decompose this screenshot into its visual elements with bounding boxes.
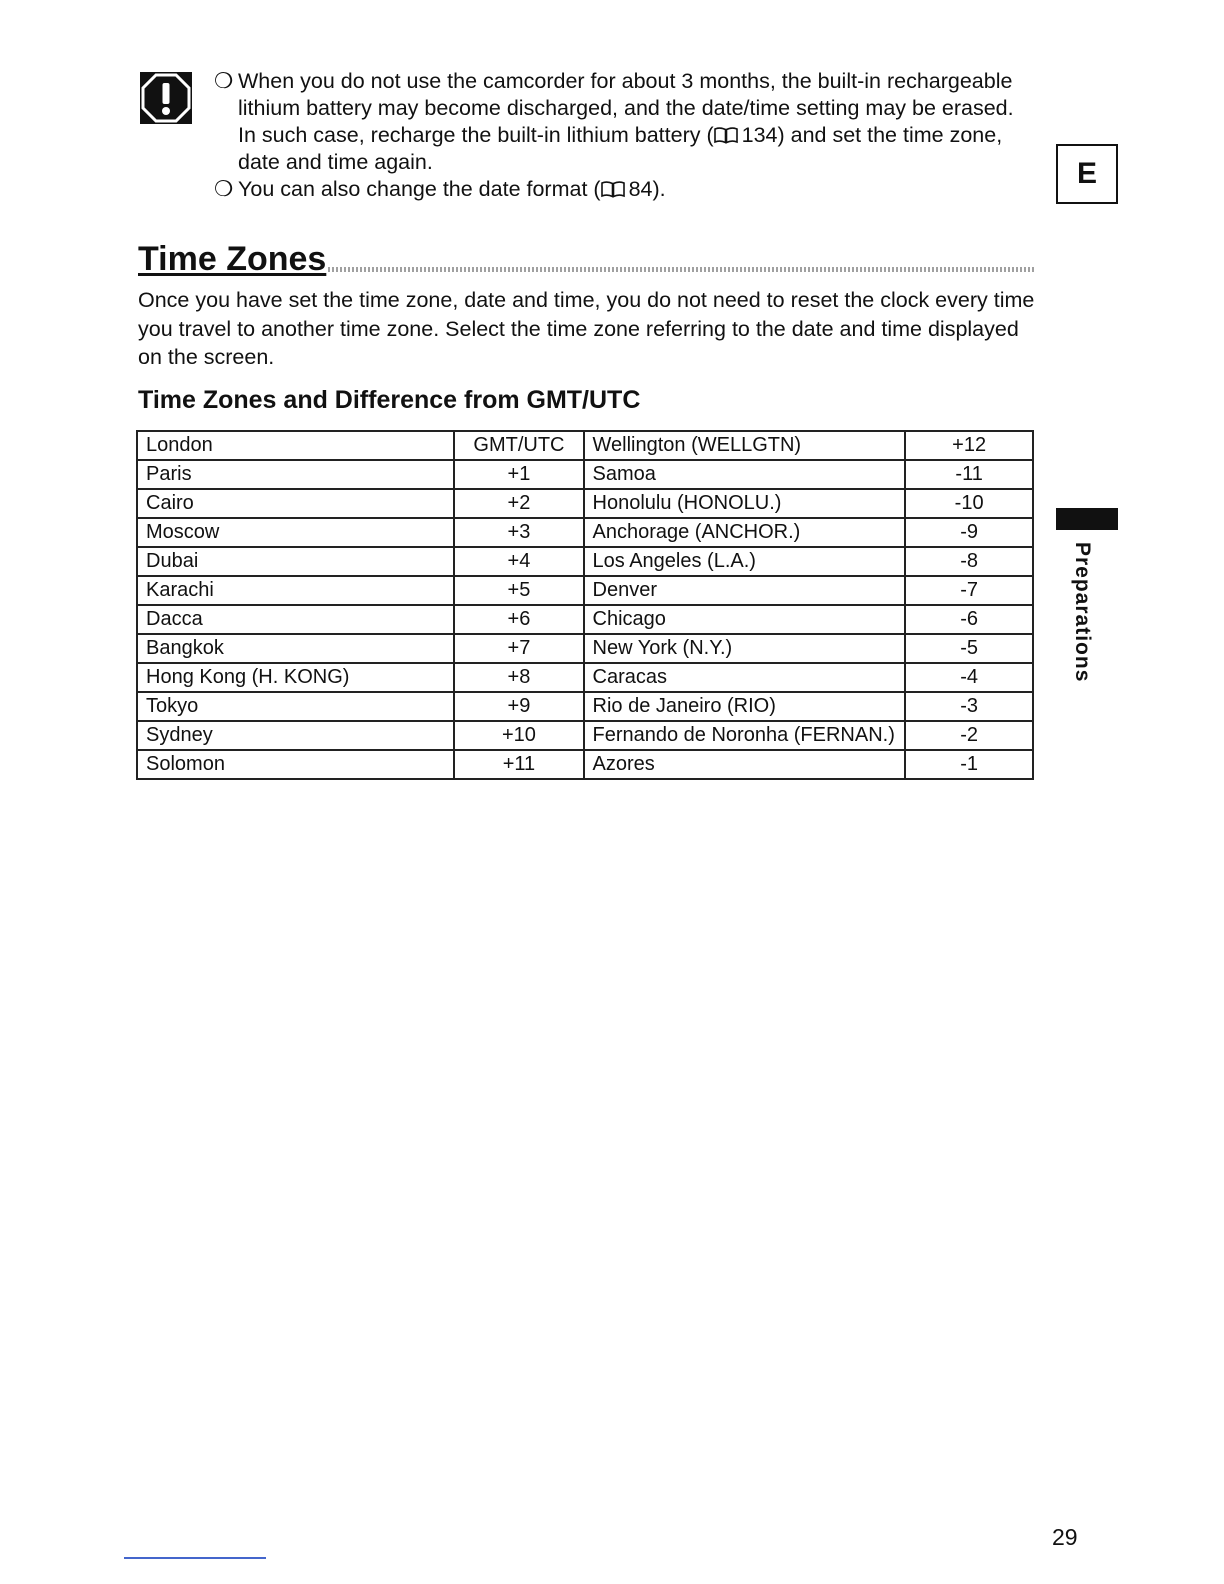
city-cell: Fernando de Noronha (FERNAN.) [584, 721, 906, 750]
table-row [137, 663, 1033, 692]
caution-note-2 [214, 176, 1034, 203]
table-row [137, 547, 1033, 576]
caution-icon [140, 72, 192, 124]
city-cell: Samoa [584, 460, 906, 489]
offset-cell: -9 [905, 518, 1033, 547]
city-cell: Azores [584, 750, 906, 779]
offset-cell: -8 [905, 547, 1033, 576]
caution-note-1 [214, 68, 1034, 176]
offset-cell: +3 [454, 518, 583, 547]
offset-cell: -5 [905, 634, 1033, 663]
table-heading: Time Zones and Difference from GMT/UTC [138, 386, 641, 414]
book-reference-icon [714, 127, 738, 144]
city-cell: Anchorage (ANCHOR.) [584, 518, 906, 547]
city-cell: Caracas [584, 663, 906, 692]
time-zones-table [136, 430, 1034, 780]
city-cell: Wellington (WELLGTN) [584, 431, 906, 460]
table-row [137, 605, 1033, 634]
offset-cell: +1 [454, 460, 583, 489]
footer-rule [124, 1557, 266, 1559]
language-tab: E [1056, 144, 1118, 204]
note-1-reference: 134) and set the time zone, date and time again. [238, 123, 1003, 174]
table-row [137, 518, 1033, 547]
note-2-reference: 84). [628, 177, 666, 201]
city-cell: Cairo [137, 489, 454, 518]
city-cell: New York (N.Y.) [584, 634, 906, 663]
table-row [137, 721, 1033, 750]
offset-cell: +4 [454, 547, 583, 576]
offset-cell: +11 [454, 750, 583, 779]
table-row [137, 431, 1033, 460]
offset-cell: +8 [454, 663, 583, 692]
heading-dotted-rule [328, 267, 1036, 272]
city-cell: Paris [137, 460, 454, 489]
table-row [137, 634, 1033, 663]
offset-cell: GMT/UTC [454, 431, 583, 460]
table-row [137, 460, 1033, 489]
offset-cell: -6 [905, 605, 1033, 634]
offset-cell: -1 [905, 750, 1033, 779]
side-tab-bar [1056, 508, 1118, 530]
city-cell: London [137, 431, 454, 460]
bullet-circle: ❍ [214, 69, 234, 93]
note-2-text: You can also change the date format ( [238, 177, 601, 201]
offset-cell: +2 [454, 489, 583, 518]
city-cell: Chicago [584, 605, 906, 634]
offset-cell: +6 [454, 605, 583, 634]
section-title: Time Zones [138, 240, 327, 278]
city-cell: Karachi [137, 576, 454, 605]
table-row [137, 692, 1033, 721]
offset-cell: -11 [905, 460, 1033, 489]
city-cell: Hong Kong (H. KONG) [137, 663, 454, 692]
offset-cell: +7 [454, 634, 583, 663]
offset-cell: -2 [905, 721, 1033, 750]
bullet-circle: ❍ [214, 177, 234, 201]
city-cell: Moscow [137, 518, 454, 547]
offset-cell: -10 [905, 489, 1033, 518]
table-row [137, 576, 1033, 605]
offset-cell: -7 [905, 576, 1033, 605]
side-tab-label: Preparations [1071, 542, 1094, 683]
city-cell: Dacca [137, 605, 454, 634]
section-heading [138, 240, 1036, 280]
city-cell: Sydney [137, 721, 454, 750]
offset-cell: +5 [454, 576, 583, 605]
note-1-text: When you do not use the camcorder for about 3 months, the built-in rechargeable lithium battery may become discharged, and the date/time setting may be erased. In such case, recharge the built-in lithium battery ( [238, 69, 1014, 147]
city-cell: Dubai [137, 547, 454, 576]
city-cell: Rio de Janeiro (RIO) [584, 692, 906, 721]
page-number: 29 [1052, 1524, 1078, 1550]
table-row [137, 750, 1033, 779]
city-cell: Honolulu (HONOLU.) [584, 489, 906, 518]
city-cell: Tokyo [137, 692, 454, 721]
offset-cell: +9 [454, 692, 583, 721]
table-row [137, 489, 1033, 518]
offset-cell: -4 [905, 663, 1033, 692]
offset-cell: -3 [905, 692, 1033, 721]
city-cell: Solomon [137, 750, 454, 779]
city-cell: Bangkok [137, 634, 454, 663]
offset-cell: +10 [454, 721, 583, 750]
offset-cell: +12 [905, 431, 1033, 460]
intro-paragraph: Once you have set the time zone, date and time, you do not need to reset the clock every time you travel to another time zone. Select the time zone referring to the date and time displayed on the screen. [138, 288, 1035, 369]
city-cell: Denver [584, 576, 906, 605]
book-reference-icon [601, 181, 625, 198]
city-cell: Los Angeles (L.A.) [584, 547, 906, 576]
